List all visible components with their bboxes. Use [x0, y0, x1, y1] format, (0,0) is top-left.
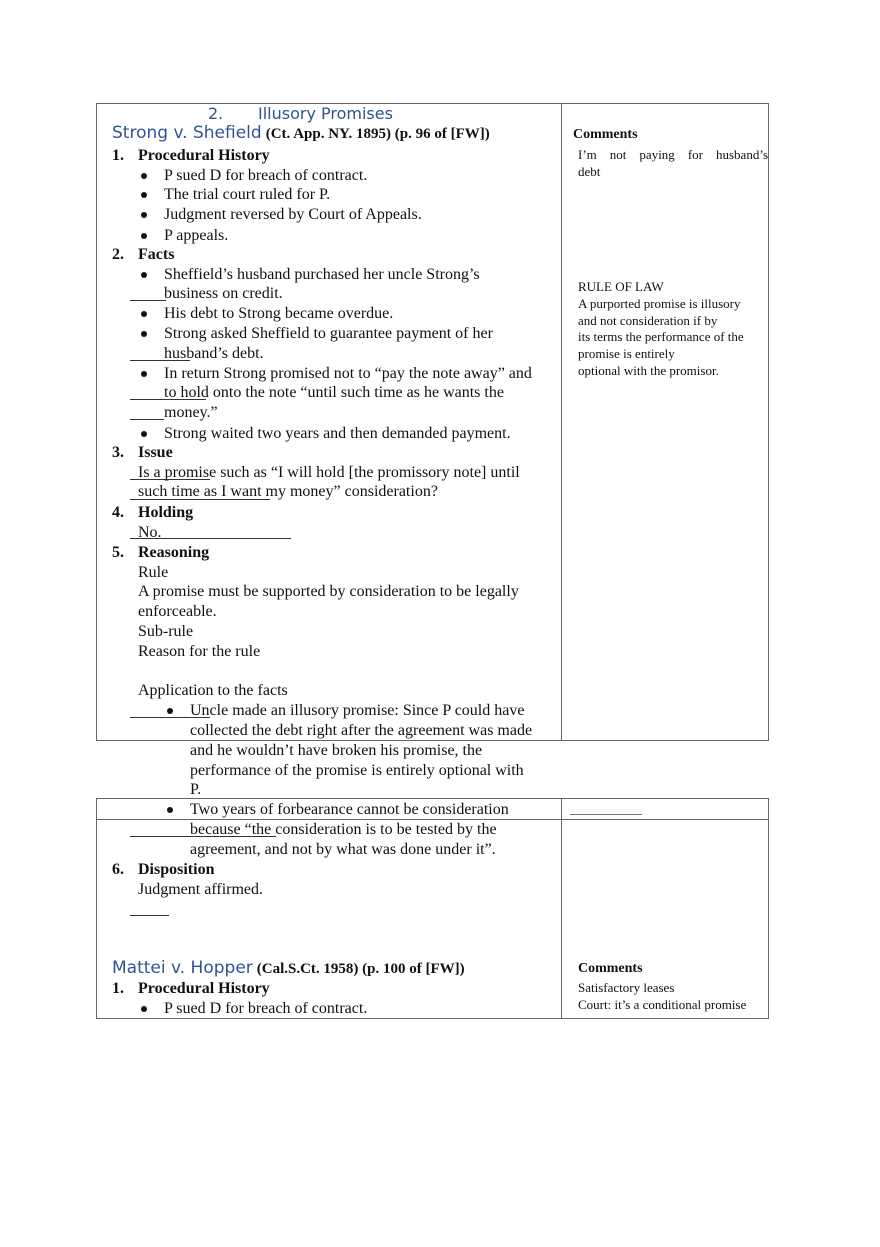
case2-ph-heading: Procedural History — [138, 980, 270, 997]
rule-of-law-label: RULE OF LAW — [578, 279, 664, 294]
case1-issue-number: 3. — [112, 444, 124, 461]
case1-facts-line: His debt to Strong became overdue. — [164, 305, 394, 322]
case1-facts-line: money.” — [164, 404, 218, 421]
bullet-icon — [167, 807, 173, 813]
track-change-line — [570, 814, 642, 815]
case1-ph-heading: Procedural History — [138, 147, 270, 164]
bullet-icon — [141, 311, 147, 317]
bullet-icon — [141, 371, 147, 377]
case1-rule-line: enforceable. — [138, 603, 217, 620]
case1-ph-number: 1. — [112, 147, 124, 164]
case1-holding-number: 4. — [112, 504, 124, 521]
track-change-line — [130, 419, 164, 420]
case1-facts-line: business on credit. — [164, 285, 283, 302]
bullet-icon — [141, 173, 147, 179]
case1-subrule-label: Sub-rule — [138, 623, 194, 640]
case1-column-divider — [561, 103, 562, 741]
case1-disposition-number: 6. — [112, 861, 124, 878]
case1-ph-bullet: The trial court ruled for P. — [164, 186, 331, 203]
case2-comments-heading: Comments — [578, 961, 643, 976]
case1-comment-line: I’m not paying for husband’s — [578, 147, 768, 162]
case1-application-line: because “the consideration is to be tested by the — [190, 821, 497, 838]
case2-name: Mattei v. Hopper — [112, 958, 253, 978]
case1-citation: (Ct. App. NY. 1895) (p. 96 of [FW]) — [265, 126, 490, 142]
case1-application-line: performance of the promise is entirely optional with — [190, 762, 524, 779]
bullet-icon — [141, 192, 147, 198]
case1-comments-heading: Comments — [573, 127, 638, 142]
bullet-icon — [141, 272, 147, 278]
case1-name: Strong v. Shefield — [112, 123, 262, 143]
case2-title — [112, 958, 465, 979]
case1-reason-label: Reason for the rule — [138, 643, 261, 660]
case1-application-line: agreement, and not by what was done under it”. — [190, 841, 496, 858]
case1-issue-line: such time as I want my money” consideration? — [138, 483, 438, 500]
bullet-icon — [141, 1006, 147, 1012]
case1-facts-number: 2. — [112, 246, 124, 263]
case1-reasoning-number: 5. — [112, 544, 124, 561]
case2-citation: (Cal.S.Ct. 1958) (p. 100 of [FW]) — [256, 961, 465, 977]
case1-facts-heading: Facts — [138, 246, 175, 263]
case2-comment-line: Court: it’s a conditional promise — [578, 997, 747, 1012]
case1-application-line: P. — [190, 781, 202, 798]
rule-of-law-line: A purported promise is illusory — [578, 296, 741, 311]
bullet-icon — [141, 331, 147, 337]
rule-of-law-line: its terms the performance of the — [578, 329, 744, 344]
case2-comment-line: Satisfactory leases — [578, 980, 675, 995]
case1-facts-line: to hold onto the note “until such time as he wants the — [164, 384, 504, 401]
case1-reasoning-heading: Reasoning — [138, 544, 210, 561]
bullet-icon — [141, 233, 147, 239]
case1-facts-line: Strong asked Sheffield to guarantee payment of her — [164, 325, 493, 342]
bullet-icon — [141, 212, 147, 218]
case2-column-divider — [561, 798, 562, 1019]
case1-application-label: Application to the facts — [138, 682, 288, 699]
case1-disposition-text: Judgment affirmed. — [138, 881, 264, 898]
case1-issue-heading: Issue — [138, 444, 173, 461]
rule-of-law-line: optional with the promisor. — [578, 363, 719, 378]
bullet-icon — [141, 431, 147, 437]
case1-holding-heading: Holding — [138, 504, 194, 521]
case1-application-line: Two years of forbearance cannot be consideration — [190, 801, 509, 818]
case1-facts-line: husband’s debt. — [164, 345, 264, 362]
case1-ph-bullet: P appeals. — [164, 227, 229, 244]
case1-facts-line: Strong waited two years and then demanded payment. — [164, 425, 511, 442]
case1-rule-label: Rule — [138, 564, 169, 581]
case1-application-line: Uncle made an illusory promise: Since P could have — [190, 702, 525, 719]
rule-of-law-line: promise is entirely — [578, 346, 675, 361]
rule-of-law-line: and not consideration if by — [578, 313, 718, 328]
case1-ph-bullet: P sued D for breach of contract. — [164, 167, 368, 184]
case1-facts-line: Sheffield’s husband purchased her uncle Strong’s — [164, 266, 480, 283]
case1-disposition-heading: Disposition — [138, 861, 215, 878]
track-change-line — [130, 300, 166, 301]
case2-ph-number: 1. — [112, 980, 124, 997]
case1-application-line: and he wouldn’t have broken his promise, the — [190, 742, 483, 759]
case1-issue-line: Is a promise such as “I will hold [the promissory note] until — [138, 464, 520, 481]
track-change-line — [130, 915, 169, 916]
case1-rule-line: A promise must be supported by consideration to be legally — [138, 583, 519, 600]
case1-title — [112, 123, 490, 144]
bullet-icon — [167, 708, 173, 714]
case1-comment-line: debt — [578, 164, 601, 179]
section-title: Illusory Promises — [258, 104, 393, 123]
case2-ph-bullet: P sued D for breach of contract. — [164, 1000, 368, 1017]
case1-ph-bullet: Judgment reversed by Court of Appeals. — [164, 206, 422, 223]
section-number: 2. — [208, 104, 224, 123]
case1-facts-line: In return Strong promised not to “pay the note away” and — [164, 365, 532, 382]
case1-application-line: collected the debt right after the agreement was made — [190, 722, 533, 739]
case1-holding-text: No. — [138, 524, 162, 541]
